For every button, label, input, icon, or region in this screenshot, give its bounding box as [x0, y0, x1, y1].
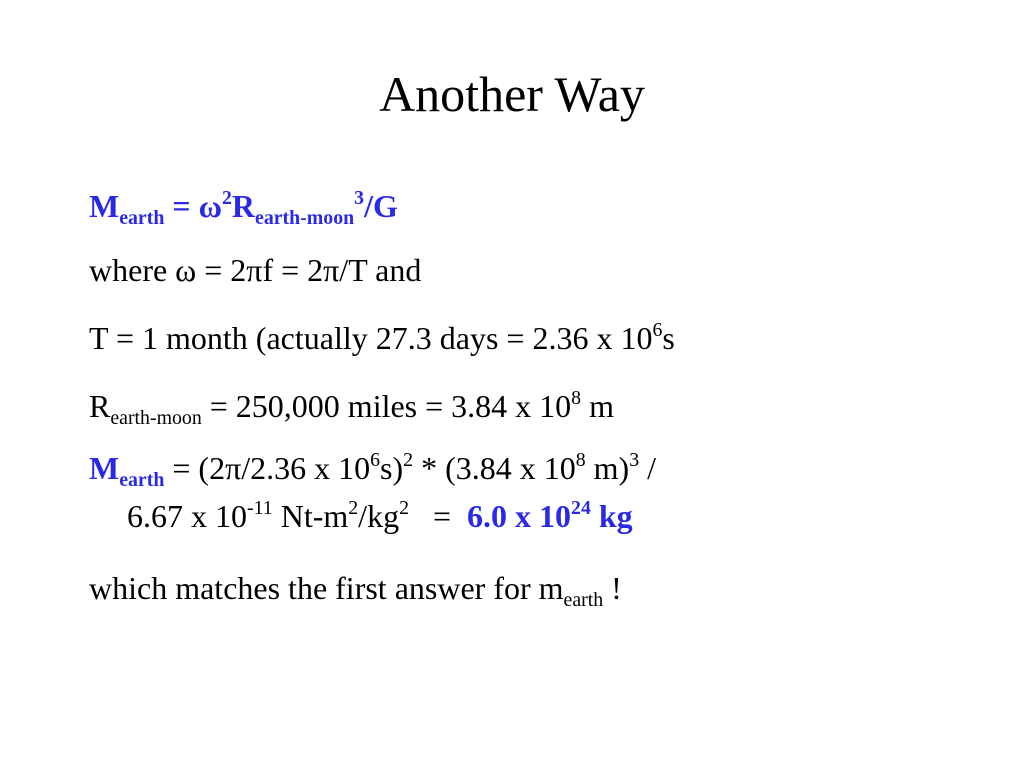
formula-equals-omega: = ω [164, 188, 222, 224]
period-line [89, 318, 675, 358]
g-units-m-exponent: 2 [348, 497, 359, 520]
conclusion-text: which matches the first answer for m [89, 570, 564, 606]
formula-m-subscript: earth [119, 206, 165, 229]
g-constant-exponent: -11 [247, 497, 273, 520]
formula-r-exponent: 3 [354, 187, 365, 210]
period-unit: s [662, 320, 675, 356]
omega-definition: where ω = 2πf = 2π/T and [89, 252, 422, 288]
calc-part-c: * (3.84 x 10 [413, 450, 576, 486]
formula-m: M [89, 188, 120, 224]
formula-r: R [231, 188, 256, 224]
calc-m-subscript: earth [119, 468, 165, 491]
slide-title: Another Way [379, 66, 645, 122]
calc-part-a-exponent: 6 [370, 449, 381, 472]
period-text: T = 1 month (actually 27.3 days = 2.36 x 10 [89, 320, 653, 356]
result-unit: kg [590, 498, 633, 534]
calc-part-b: s) [380, 450, 404, 486]
g-units-kg-exponent: 2 [399, 497, 409, 520]
formula-omega-exponent: 2 [221, 187, 232, 210]
conclusion-subscript: earth [563, 588, 604, 611]
result-exponent: 24 [571, 497, 591, 520]
calc-m: M [89, 450, 120, 486]
distance-exponent: 8 [571, 387, 582, 410]
calc-part-e: / [639, 450, 656, 486]
calc-part-c-exponent: 8 [575, 449, 586, 472]
conclusion-line [89, 568, 622, 611]
formula-divide-g: /G [364, 188, 398, 224]
distance-r: R [89, 388, 111, 424]
calc-part-b-exponent: 2 [403, 449, 414, 472]
calc-part-a: = (2π/2.36 x 10 [164, 450, 371, 486]
g-constant: 6.67 x 10 [127, 498, 247, 534]
conclusion-end: ! [603, 570, 622, 606]
g-units-nt-m: Nt-m [272, 498, 349, 534]
distance-unit: m [581, 388, 614, 424]
calc-part-d: m) [585, 450, 630, 486]
distance-line [89, 386, 614, 429]
result-equals: = [408, 498, 468, 534]
calc-part-d-exponent: 3 [629, 449, 640, 472]
distance-text: = 250,000 miles = 3.84 x 10 [201, 388, 572, 424]
calculation-line [89, 448, 656, 491]
mass-formula [89, 186, 398, 229]
calculation-continuation [127, 496, 633, 536]
g-units-kg: /kg [358, 498, 400, 534]
formula-r-subscript: earth-moon [255, 206, 355, 229]
result-value: 6.0 x 10 [467, 498, 572, 534]
distance-r-subscript: earth-moon [110, 406, 202, 429]
period-exponent: 6 [652, 319, 663, 342]
